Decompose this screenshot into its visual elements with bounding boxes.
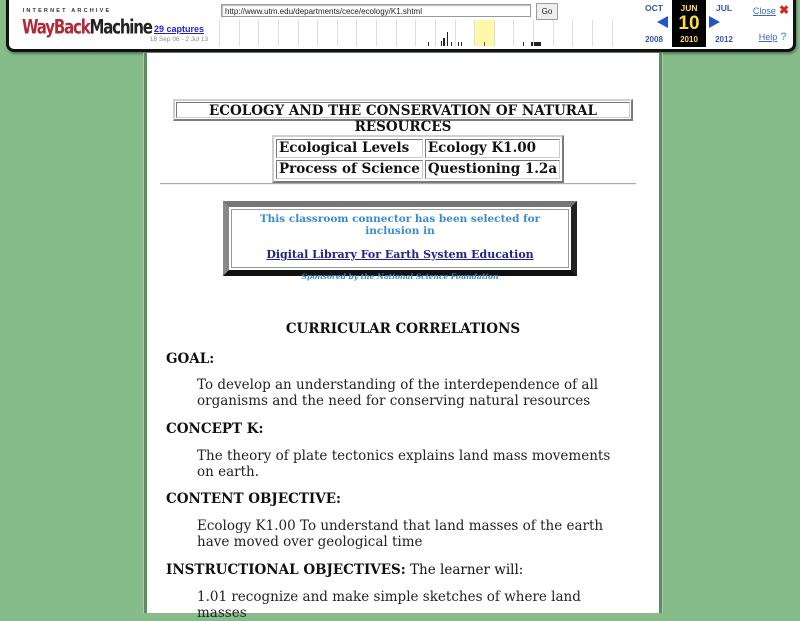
help-button[interactable] <box>759 31 787 43</box>
section-title: CURRICULAR CORRELATIONS <box>285 321 521 337</box>
capture-tick <box>443 38 445 46</box>
capture-tick <box>523 42 524 46</box>
timeline-year[interactable] <box>396 20 416 46</box>
current-month: JUN <box>680 3 698 13</box>
arrow-left-icon[interactable] <box>657 16 668 28</box>
timeline-year[interactable] <box>337 20 357 46</box>
help-label: Help <box>758 32 778 42</box>
timeline-year[interactable] <box>317 20 337 46</box>
prev-month: OCT <box>645 3 663 13</box>
timeline-year[interactable] <box>553 20 573 46</box>
divider <box>160 183 636 185</box>
timeline-year[interactable] <box>455 20 475 46</box>
goal-heading: GOAL: <box>166 351 215 367</box>
url-input[interactable]: http://www.utm.edu/departments/cece/ecology/K1.shtml <box>221 4 531 17</box>
wayback-logo[interactable] <box>22 8 152 40</box>
timeline-year[interactable] <box>376 20 396 46</box>
timeline-year[interactable] <box>278 20 298 46</box>
help-question-icon[interactable]: ? <box>780 31 787 43</box>
table-row <box>276 139 560 158</box>
capture-tick <box>428 42 429 46</box>
timeline-year[interactable] <box>239 20 259 46</box>
timeline-year[interactable] <box>513 20 533 46</box>
table-row <box>276 160 560 179</box>
page-content <box>144 53 662 621</box>
next-month: JUL <box>715 3 733 13</box>
objective-item: 1.01 recognize and make simple sketches of where land masses <box>197 589 581 621</box>
timeline-year[interactable] <box>356 20 376 46</box>
close-label: Close <box>752 6 776 16</box>
next-year: 2012 <box>715 35 733 44</box>
timeline-year[interactable] <box>258 20 278 46</box>
prev-year: 2008 <box>645 35 663 44</box>
captures-date-range: 18 Sep 06 - 2 Jul 13 <box>149 36 209 43</box>
levels-table <box>272 135 564 183</box>
page-title-box <box>173 99 633 135</box>
timeline-year[interactable] <box>415 20 435 46</box>
timeline-year[interactable] <box>298 20 318 46</box>
instructional-objectives-heading <box>166 562 523 578</box>
capture-timeline[interactable] <box>219 20 631 46</box>
go-button[interactable]: Go <box>536 3 558 20</box>
timeline-year-current[interactable] <box>474 20 494 46</box>
goal-text: To develop an understanding of the interdependence of all organisms and the need for conserving natural resources <box>197 377 599 409</box>
close-x-icon[interactable]: ✖ <box>778 3 789 17</box>
timeline-year[interactable] <box>435 20 455 46</box>
captures-link[interactable]: 29 captures <box>153 24 205 34</box>
current-capture <box>672 0 706 47</box>
content-objective-heading: CONTENT OBJECTIVE: <box>166 491 341 507</box>
wayback-toolbar <box>6 0 796 52</box>
page-title: ECOLOGY AND THE CONSERVATION OF NATURAL RESOURCES <box>176 102 630 118</box>
timeline-year[interactable] <box>494 20 514 46</box>
table-cell: Ecological Levels <box>276 139 423 158</box>
logo-machine-text: Machine <box>89 15 152 39</box>
table-cell: Questioning 1.2a <box>425 160 560 179</box>
table-cell: Ecology K1.00 <box>425 139 560 158</box>
concept-heading: CONCEPT K: <box>166 421 264 437</box>
logo-internet-archive-text: INTERNET ARCHIVE <box>22 8 112 14</box>
current-day: 10 <box>678 13 700 34</box>
capture-tick <box>441 41 442 46</box>
logo-wayback-text: WayBack <box>22 15 90 39</box>
capture-tick <box>447 32 448 46</box>
timeline-year[interactable] <box>533 20 553 46</box>
timeline-year[interactable] <box>612 20 632 46</box>
capture-tick <box>451 42 452 46</box>
dlese-badge <box>223 201 577 281</box>
dlese-sponsor-text: Sponsored by the National Science Foundation <box>301 272 499 281</box>
capture-tick-current <box>484 42 485 46</box>
concept-text: The theory of plate tectonics explains land mass movements on earth. <box>197 448 611 480</box>
capture-calendar <box>637 0 747 47</box>
dlese-selected-text: This classroom connector has been selected for inclusion in <box>259 213 541 237</box>
next-capture[interactable] <box>707 0 741 47</box>
timeline-year[interactable] <box>572 20 592 46</box>
current-year: 2010 <box>680 35 698 44</box>
close-button[interactable] <box>753 3 789 17</box>
timeline-year[interactable] <box>592 20 612 46</box>
content-objective-text: Ecology K1.00 To understand that land masses of the earth have moved over geological time <box>197 518 604 550</box>
instructional-heading-rest: The learner will: <box>405 562 524 578</box>
table-cell: Process of Science <box>276 160 423 179</box>
captures-info <box>139 24 219 43</box>
timeline-year[interactable] <box>219 20 239 46</box>
instructional-heading-label: INSTRUCTIONAL OBJECTIVES: <box>166 562 406 578</box>
dlese-link[interactable]: Digital Library For Earth System Education <box>266 248 534 261</box>
